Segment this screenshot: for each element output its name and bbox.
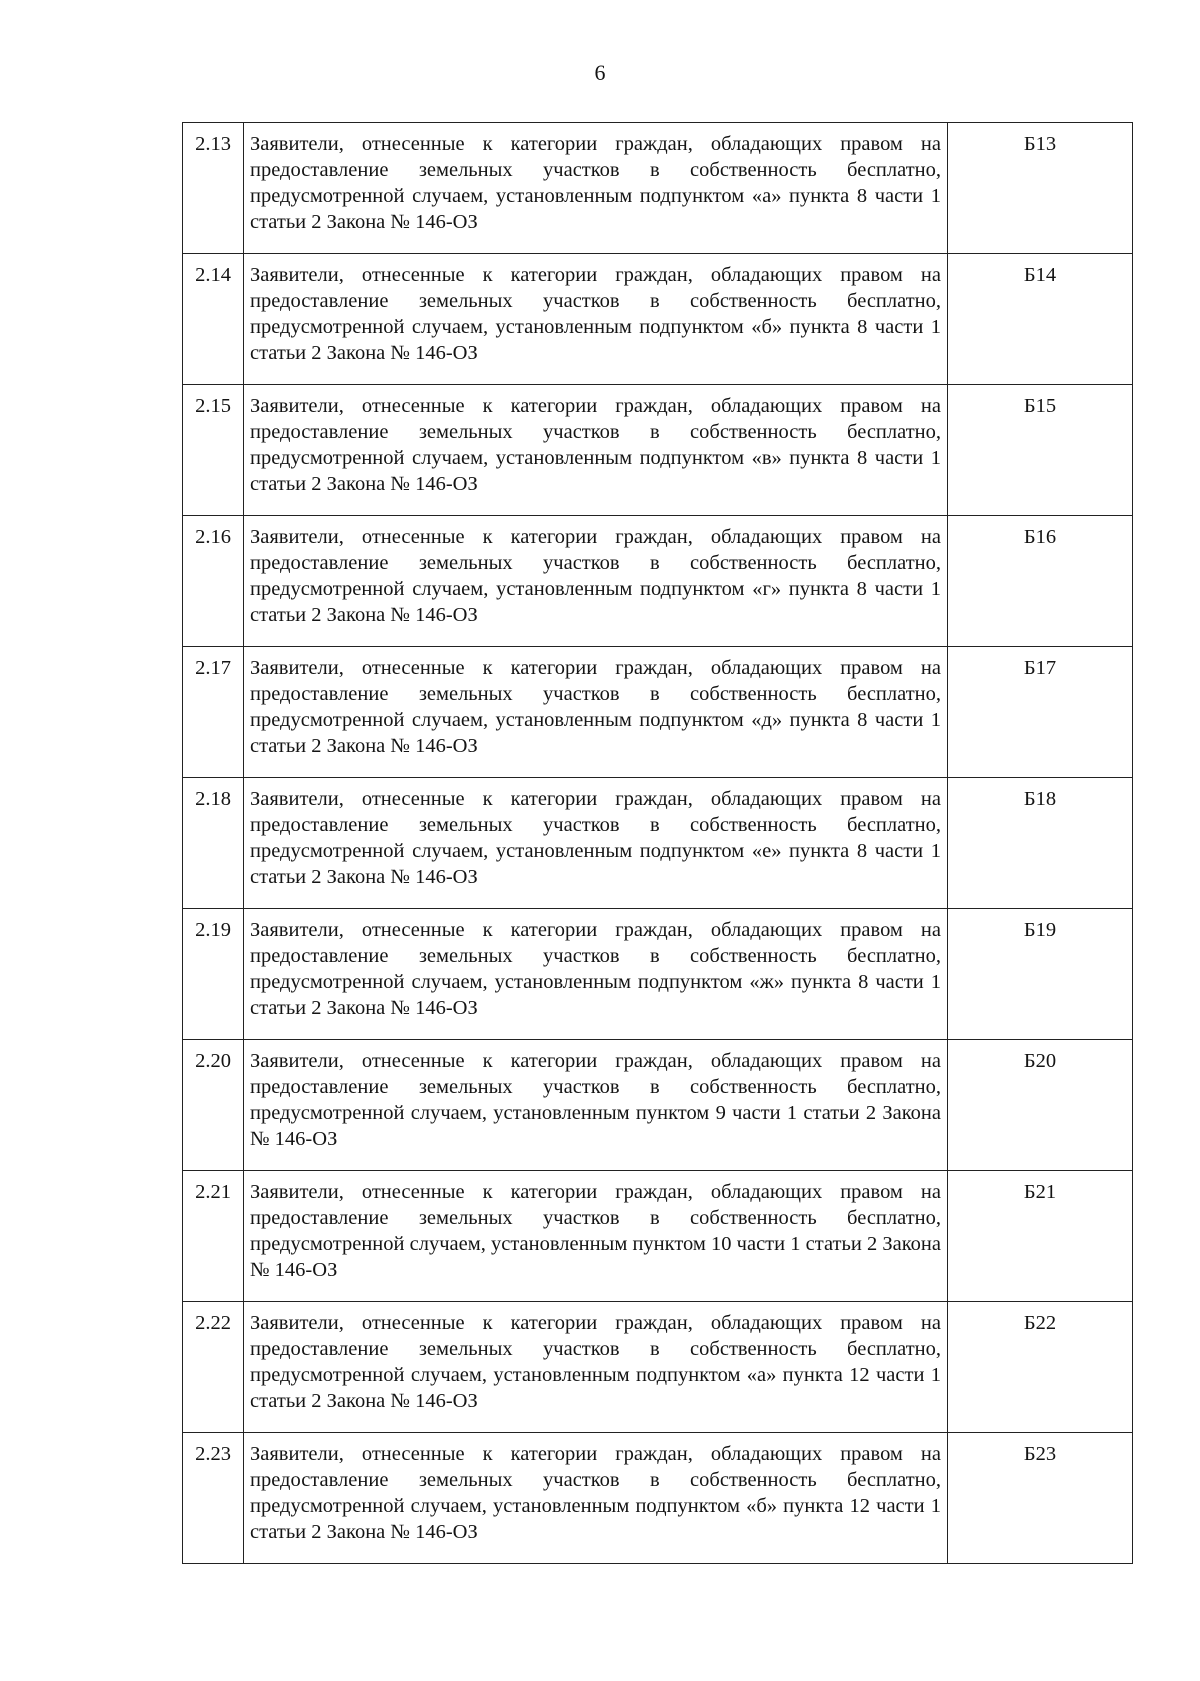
row-code: Б13 bbox=[948, 123, 1133, 254]
table-row bbox=[183, 254, 1133, 385]
row-description: Заявители, отнесенные к категории граждан, обладающих правом на предоставление земельных участков в собственность бесплатно, предусмотренной случаем, установленным пунктом 10 части 1 статьи 2 Закона № 146-ОЗ bbox=[244, 1171, 948, 1302]
row-number: 2.14 bbox=[183, 254, 244, 385]
row-description: Заявители, отнесенные к категории граждан, обладающих правом на предоставление земельных участков в собственность бесплатно, предусмотренной случаем, установленным подпунктом «ж» пункта 8 части 1 статьи 2 Закона № 146-ОЗ bbox=[244, 909, 948, 1040]
row-code: Б18 bbox=[948, 778, 1133, 909]
row-description: Заявители, отнесенные к категории граждан, обладающих правом на предоставление земельных участков в собственность бесплатно, предусмотренной случаем, установленным подпунктом «а» пункта 8 части 1 статьи 2 Закона № 146-ОЗ bbox=[244, 123, 948, 254]
table-row bbox=[183, 1040, 1133, 1171]
row-code: Б14 bbox=[948, 254, 1133, 385]
table-row bbox=[183, 1171, 1133, 1302]
row-description: Заявители, отнесенные к категории граждан, обладающих правом на предоставление земельных участков в собственность бесплатно, предусмотренной случаем, установленным подпунктом «а» пункта 12 части 1 статьи 2 Закона № 146-ОЗ bbox=[244, 1302, 948, 1433]
table-row bbox=[183, 909, 1133, 1040]
row-number: 2.23 bbox=[183, 1433, 244, 1564]
row-code: Б20 bbox=[948, 1040, 1133, 1171]
page-number: 6 bbox=[594, 60, 606, 85]
row-code: Б16 bbox=[948, 516, 1133, 647]
row-number: 2.19 bbox=[183, 909, 244, 1040]
row-number: 2.17 bbox=[183, 647, 244, 778]
row-number: 2.13 bbox=[183, 123, 244, 254]
row-code: Б21 bbox=[948, 1171, 1133, 1302]
row-number: 2.15 bbox=[183, 385, 244, 516]
row-description: Заявители, отнесенные к категории граждан, обладающих правом на предоставление земельных участков в собственность бесплатно, предусмотренной случаем, установленным подпунктом «б» пункта 8 части 1 статьи 2 Закона № 146-ОЗ bbox=[244, 254, 948, 385]
row-description: Заявители, отнесенные к категории граждан, обладающих правом на предоставление земельных участков в собственность бесплатно, предусмотренной случаем, установленным подпунктом «е» пункта 8 части 1 статьи 2 Закона № 146-ОЗ bbox=[244, 778, 948, 909]
row-number: 2.16 bbox=[183, 516, 244, 647]
applicant-category-table bbox=[182, 122, 1133, 1564]
row-number: 2.20 bbox=[183, 1040, 244, 1171]
row-description: Заявители, отнесенные к категории граждан, обладающих правом на предоставление земельных участков в собственность бесплатно, предусмотренной случаем, установленным подпунктом «г» пункта 8 части 1 статьи 2 Закона № 146-ОЗ bbox=[244, 516, 948, 647]
table-row bbox=[183, 516, 1133, 647]
row-description: Заявители, отнесенные к категории граждан, обладающих правом на предоставление земельных участков в собственность бесплатно, предусмотренной случаем, установленным подпунктом «д» пункта 8 части 1 статьи 2 Закона № 146-ОЗ bbox=[244, 647, 948, 778]
row-description: Заявители, отнесенные к категории граждан, обладающих правом на предоставление земельных участков в собственность бесплатно, предусмотренной случаем, установленным пунктом 9 части 1 статьи 2 Закона № 146-ОЗ bbox=[244, 1040, 948, 1171]
table-row bbox=[183, 647, 1133, 778]
table-row bbox=[183, 1433, 1133, 1564]
row-description: Заявители, отнесенные к категории граждан, обладающих правом на предоставление земельных участков в собственность бесплатно, предусмотренной случаем, установленным подпунктом «б» пункта 12 части 1 статьи 2 Закона № 146-ОЗ bbox=[244, 1433, 948, 1564]
row-number: 2.18 bbox=[183, 778, 244, 909]
table-row bbox=[183, 123, 1133, 254]
row-description: Заявители, отнесенные к категории граждан, обладающих правом на предоставление земельных участков в собственность бесплатно, предусмотренной случаем, установленным подпунктом «в» пункта 8 части 1 статьи 2 Закона № 146-ОЗ bbox=[244, 385, 948, 516]
row-number: 2.21 bbox=[183, 1171, 244, 1302]
table-row bbox=[183, 778, 1133, 909]
row-code: Б17 bbox=[948, 647, 1133, 778]
row-code: Б22 bbox=[948, 1302, 1133, 1433]
table-row bbox=[183, 1302, 1133, 1433]
row-code: Б15 bbox=[948, 385, 1133, 516]
row-code: Б23 bbox=[948, 1433, 1133, 1564]
row-number: 2.22 bbox=[183, 1302, 244, 1433]
row-code: Б19 bbox=[948, 909, 1133, 1040]
table-row bbox=[183, 385, 1133, 516]
